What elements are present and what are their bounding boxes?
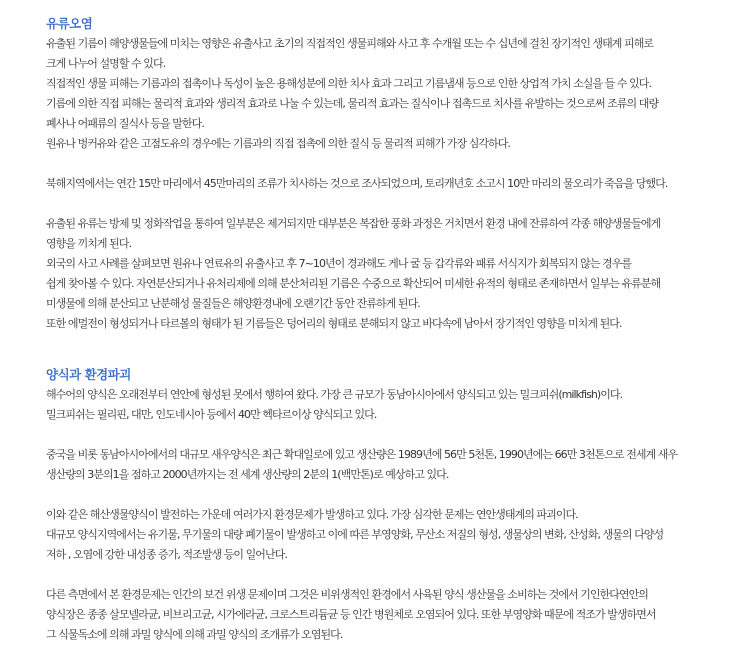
paragraph-line: 유출된 유류는 방제 및 정화작업을 통하여 일부분은 제거되지만 대부분은 복잡한 풍화 과정은 거치면서 환경 내에 잔류하여 각종 해양생물들에게 (46, 217, 661, 230)
paragraph-line: 해수어의 양식은 오래전부터 연안에 형성된 못에서 행하여 왔다. 가장 큰 규모가 동남아시아에서 양식되고 있는 밀크피쉬(milkfish)이다. (46, 388, 623, 401)
paragraph-line: 원유나 벙커유와 같은 고점도유의 경우에는 기름과의 직접 접촉에 의한 질식 등 물리적 피해가 가장 심각하다. (46, 137, 510, 150)
paragraph-line: 양식장은 종종 살모넬라균, 비브리고균, 시가에라균, 크로스트리듐균 등 인간 병원체로 오염되어 있다. 또한 부영양화 때문에 적조가 발생하면서 (46, 608, 656, 621)
paragraph-line: 외국의 사고 사례를 살펴보면 원유나 연료유의 유출사고 후 7~10년이 경과해도 게나 굴 등 갑각류와 패류 서식지가 회복되지 않는 경우를 (46, 257, 632, 270)
paragraph-line: 다른 측면에서 본 환경문제는 인간의 보건 위생 문제이며 그것은 비위생적인 환경에서 사육된 양식 생산물을 소비하는 것에서 기인한다연안의 (46, 588, 648, 601)
paragraph-line: 직접적인 생물 피해는 기름과의 접촉이나 독성이 높은 용해성분에 의한 치사 효과 그리고 기름냄새 등으로 인한 상업적 가치 소실을 들 수 있다. (46, 77, 652, 90)
paragraph-line: 생산량의 3분의1을 점하고 2000년까지는 전 세계 생산량의 2분의 1(백만톤)로 예상하고 있다. (46, 468, 449, 481)
paragraph-line: 또한 에멀전이 형성되거나 타르볼의 형태가 된 기름들은 덩어리의 형태로 분해되지 않고 바다속에 남아서 장기적인 영향을 미치게 된다. (46, 317, 622, 330)
paragraph-line: 영향을 끼치게 된다. (46, 237, 132, 250)
section-title-oil-pollution: 유류오염 (46, 16, 93, 31)
paragraph-line: 쉽게 찾아볼 수 있다. 자연분산되거나 유처리제에 의해 분산처리된 기름은 수중으로 확산되어 미세한 유적의 형태로 존재하면서 일부는 유류분해 (46, 277, 661, 290)
section-aquaculture (46, 365, 704, 645)
section-gap (46, 334, 704, 365)
paragraph-line: 미생물에 의해 분산되고 난분해성 물질들은 해양환경내에 오랜기간 동안 잔류하게 된다. (46, 297, 420, 310)
section-oil-pollution (46, 14, 704, 334)
paragraph-line: 기름에 의한 직접 피해는 물리적 효과와 생리적 효과로 나눌 수 있는데, 물리적 효과는 질식이나 접촉드로 치사를 유발하는 것으로써 조류의 대량 (46, 97, 659, 110)
paragraph-line: 북해지역에서는 연간 15만 마리에서 45만마리의 조류가 치사하는 것으로 조사되었으며, 토리캐년호 소고시 10만 마리의 물오리가 죽음을 당했다. (46, 177, 668, 190)
paragraph-line: 그 식물독소에 의해 과밀 양식에 의해 과밀 양식의 조개류가 오염된다. (46, 628, 343, 641)
paragraph-gap (46, 485, 704, 505)
paragraph-line: 이와 같은 해산생물양식이 발전하는 가운데 여러가지 환경문제가 발생하고 있다. 가장 심각한 문제는 연안생태계의 파괴이다. (46, 508, 578, 521)
paragraph-line: 유출된 기름이 해양생물들에 미치는 영향은 유출사고 초기의 직접적인 생물피해와 사고 후 수개월 또는 수 십년에 걸친 장기적인 생태계 피해로 (46, 37, 654, 50)
paragraph-line: 대규모 양식지역에서는 유기물, 무기물의 대량 폐기물이 발생하고 이에 따른 부영양화, 무산소 저질의 형성, 생물상의 변화, 산성화, 생물의 다양성 (46, 528, 664, 541)
paragraph-line: 중국을 비롯 동남아시아에서의 대규모 새우양식은 최근 확대일로에 있고 생산량은 1989년에 56만 5천톤, 1990년에는 66만 3천톤으로 전세계 새우 (46, 448, 678, 461)
paragraph-line: 밀크피쉬는 필리핀, 대만, 인도네시아 등에서 40만 헥타르이상 양식되고 있다. (46, 408, 377, 421)
paragraph-line: 크게 나누어 설명할 수 있다. (46, 57, 166, 70)
paragraph-gap (46, 565, 704, 585)
section-title-aquaculture: 양식과 환경파괴 (46, 367, 131, 382)
paragraph-gap (46, 425, 704, 445)
paragraph-gap (46, 154, 704, 174)
paragraph-line: 폐사나 어패류의 질식사 등을 말한다. (46, 117, 204, 130)
paragraph-line: 저하 , 오염에 강한 내성종 증가, 적조발생 등이 일어난다. (46, 548, 287, 561)
paragraph-gap (46, 194, 704, 214)
